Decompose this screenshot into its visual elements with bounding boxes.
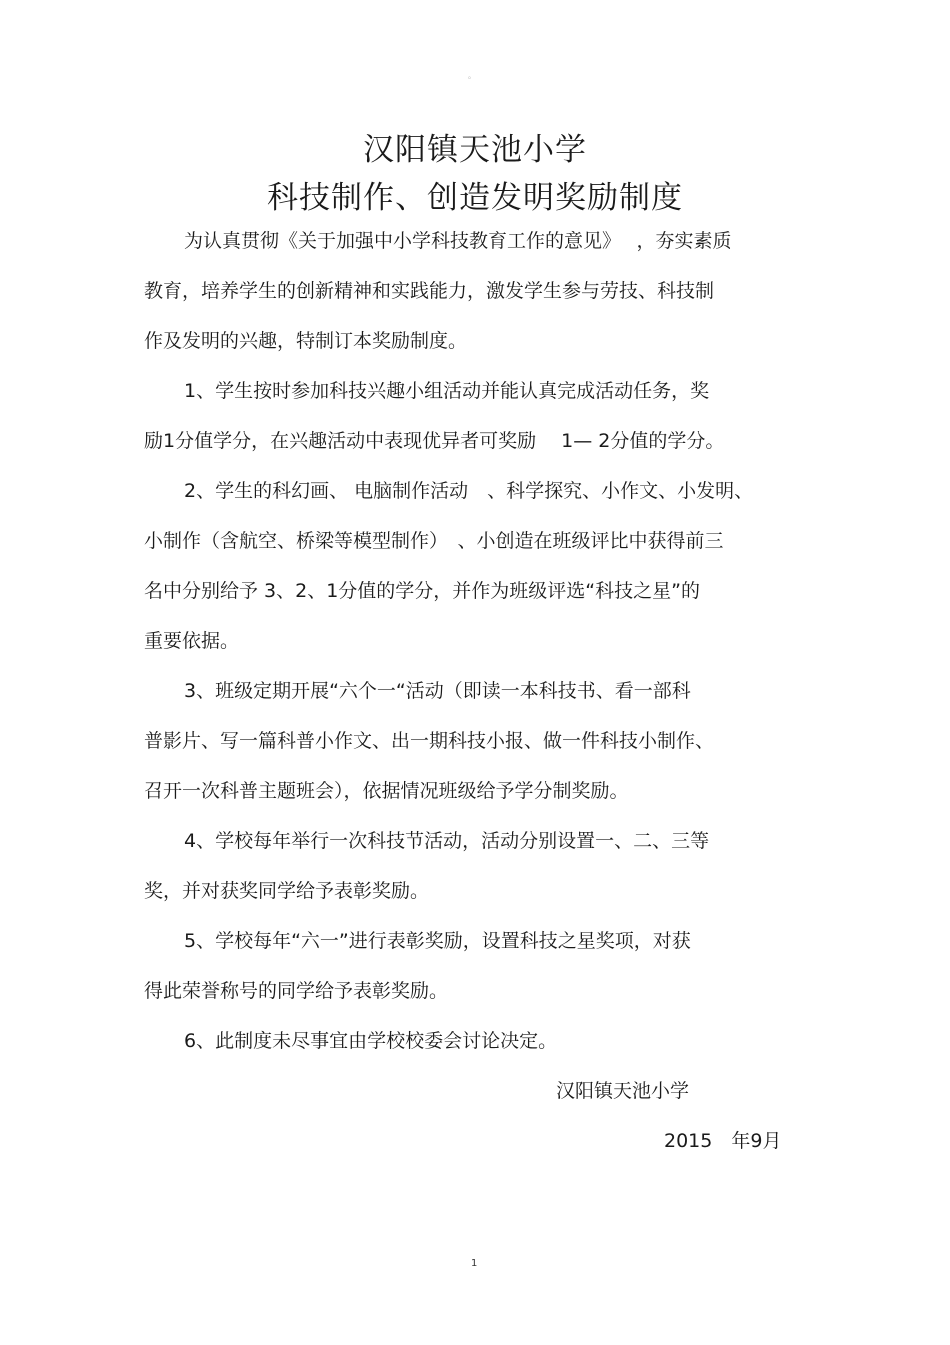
document-title-policy: 科技制作、创造发明奖励制度 — [267, 180, 683, 216]
item-3-paragraph — [144, 666, 824, 816]
paragraph-line: 6、此制度未尽事宜由学校校委会讨论决定。 — [184, 1030, 558, 1052]
paragraph-line: 4、学校每年举行一次科技节活动，活动分别设置一、二、三等 — [184, 830, 710, 852]
paragraph-line: 3、班级定期开展“六个一“活动（即读一本科技书、看一部科 — [184, 680, 691, 702]
page-number: 1 — [471, 1258, 478, 1269]
item-5-paragraph — [144, 916, 824, 1016]
item-1-paragraph — [144, 366, 824, 466]
paragraph-line: 2、学生的科幻画、 电脑制作活动 、科学探究、小作文、小发明、 — [184, 480, 754, 502]
signature-date: 2015 年9月 — [664, 1130, 782, 1152]
paragraph-line: 教育，培养学生的创新精神和实践能力，激发学生参与劳技、科技制 — [144, 280, 715, 302]
paragraph-line: 1、学生按时参加科技兴趣小组活动并能认真完成活动任务，奖 — [184, 380, 710, 402]
item-6-paragraph — [144, 1016, 824, 1066]
paragraph-line: 作及发明的兴趣，特制订本奖励制度。 — [144, 330, 468, 352]
paragraph-line: 小制作（含航空、桥梁等模型制作） 、小创造在班级评比中获得前三 — [144, 530, 724, 552]
paragraph-line: 励1分值学分，在兴趣活动中表现优异者可奖励 1— 2分值的学分。 — [144, 430, 725, 452]
document-title-school: 汉阳镇天池小学 — [363, 132, 587, 168]
paragraph-line: 重要依据。 — [144, 630, 240, 652]
signature-school-name: 汉阳镇天池小学 — [556, 1080, 690, 1102]
intro-paragraph — [144, 216, 824, 366]
top-mark: 。 — [468, 71, 476, 80]
item-2-paragraph — [144, 466, 824, 666]
paragraph-line: 奖，并对获奖同学给予表彰奖励。 — [144, 880, 430, 902]
paragraph-line: 名中分别给予 3、2、1分值的学分，并作为班级评选“科技之星”的 — [144, 580, 700, 602]
paragraph-line: 普影片、写一篇科普小作文、出一期科技小报、做一件科技小制作、 — [144, 730, 715, 752]
item-4-paragraph — [144, 816, 824, 916]
paragraph-line: 为认真贯彻《关于加强中小学科技教育工作的意见》 ，夯实素质 — [184, 230, 732, 252]
paragraph-line: 5、学校每年“六一”进行表彰奖励，设置科技之星奖项，对获 — [184, 930, 691, 952]
paragraph-line: 召开一次科普主题班会），依据情况班级给予学分制奖励。 — [144, 780, 629, 802]
paragraph-line: 得此荣誉称号的同学给予表彰奖励。 — [144, 980, 449, 1002]
